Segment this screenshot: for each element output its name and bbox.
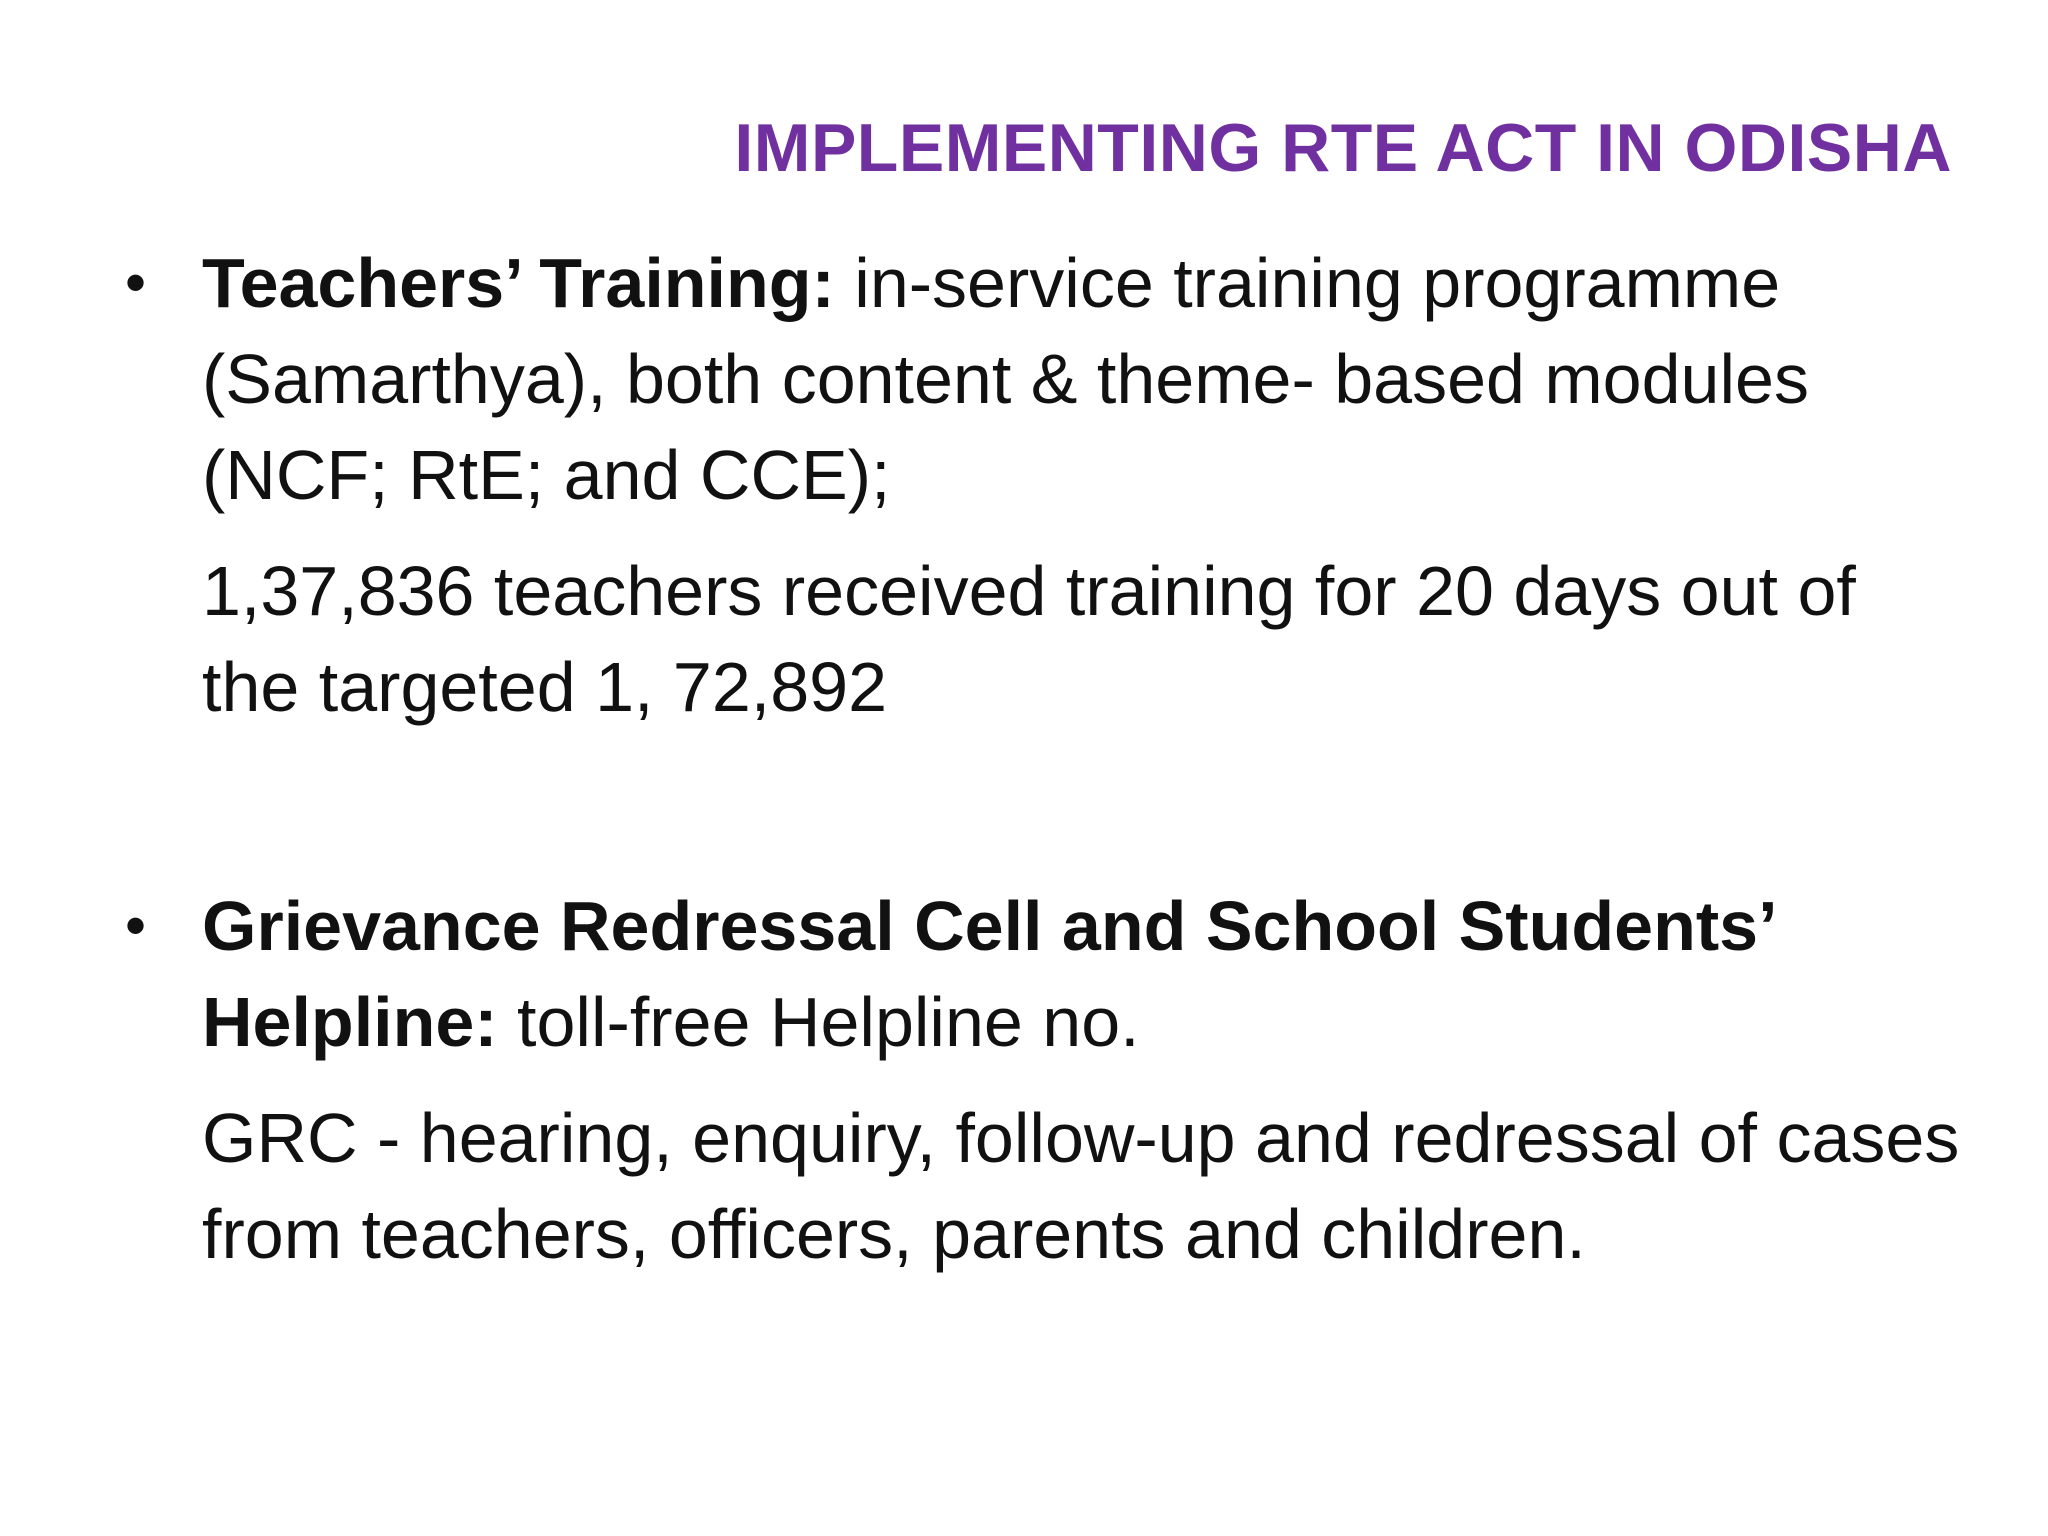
- bullet-main-text: [202, 235, 1965, 523]
- bullet-teachers-training: [125, 235, 1965, 735]
- bullet-sub-text: GRC - hearing, enquiry, follow-up and redressal of cases from teachers, officers, parents and children.: [202, 1099, 1960, 1273]
- bullet-dot-icon: •: [125, 249, 147, 316]
- bullet-body: toll-free Helpline no.: [497, 983, 1140, 1061]
- bullet-lead: Teachers’ Training:: [202, 244, 835, 322]
- bullet-dot-icon: •: [125, 892, 147, 959]
- bullet-body: in-service training programme (Samarthya), both content & theme- based modules (NCF; RtE; and CCE);: [202, 244, 1809, 514]
- bullet-grievance-redressal: [125, 878, 1965, 1282]
- slide-title: IMPLEMENTING RTE ACT IN ODISHA: [734, 110, 1952, 186]
- bullet-sub-text: 1,37,836 teachers received training for 20 days out of the targeted 1, 72,892: [202, 552, 1856, 726]
- bullet-main-text: [202, 878, 1965, 1070]
- slide-content: [125, 235, 1965, 1282]
- bullet-lead: Grievance Redressal Cell and School Students’ Helpline:: [202, 887, 1774, 1061]
